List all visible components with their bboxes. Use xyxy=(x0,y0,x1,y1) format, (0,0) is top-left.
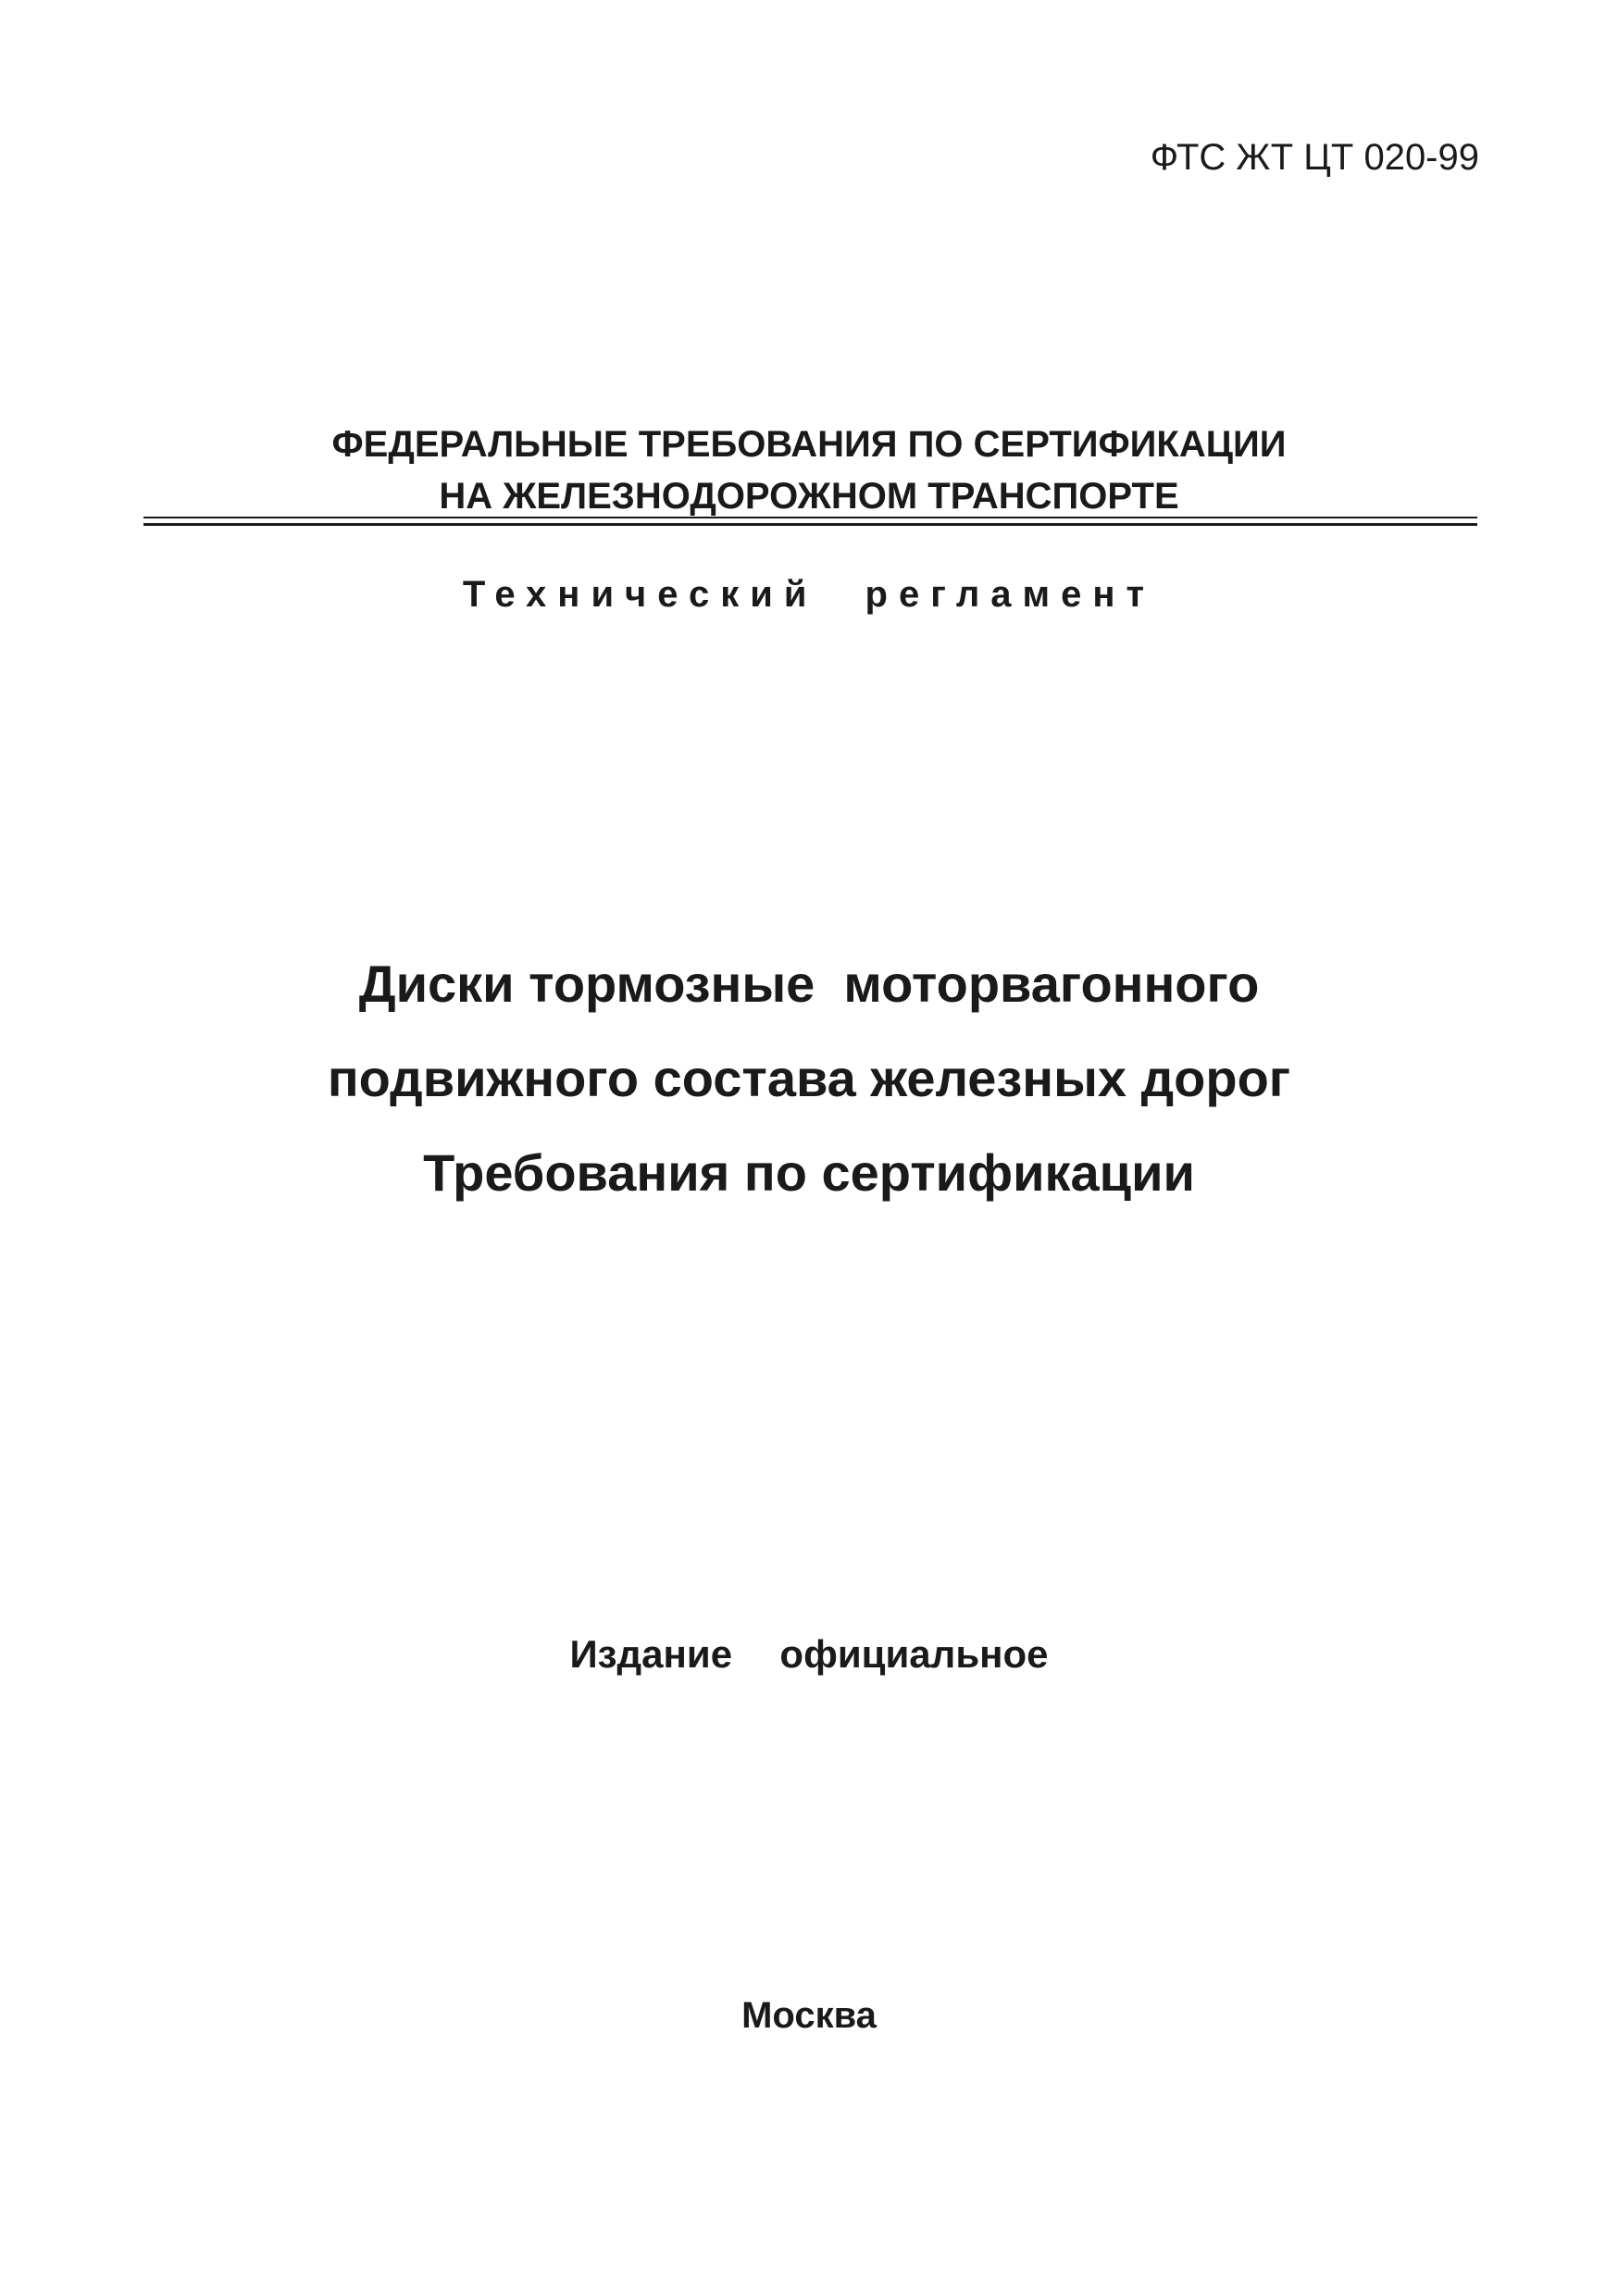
document-code: ФТС ЖТ ЦТ 020-99 xyxy=(1150,137,1479,178)
federal-title-line-2: НА ЖЕЛЕЗНОДОРОЖНОМ ТРАНСПОРТЕ xyxy=(439,476,1179,517)
federal-title-line-1: ФЕДЕРАЛЬНЫЕ ТРЕБОВАНИЯ ПО СЕРТИФИКАЦИИ xyxy=(331,424,1287,465)
main-title-line-2: подвижного состава железных дорог xyxy=(327,1049,1291,1107)
edition-label: Издание официальное xyxy=(569,1632,1049,1676)
federal-requirements-title xyxy=(0,418,1618,522)
regulation-kind-label: Технический регламент xyxy=(462,574,1156,615)
main-title-line-1: Диски тормозные моторвагонного xyxy=(358,955,1260,1013)
city-label: Москва xyxy=(741,1995,877,2036)
main-title xyxy=(0,937,1618,1220)
main-title-line-3: Требования по сертификации xyxy=(423,1143,1195,1202)
double-rule-divider xyxy=(143,517,1477,526)
